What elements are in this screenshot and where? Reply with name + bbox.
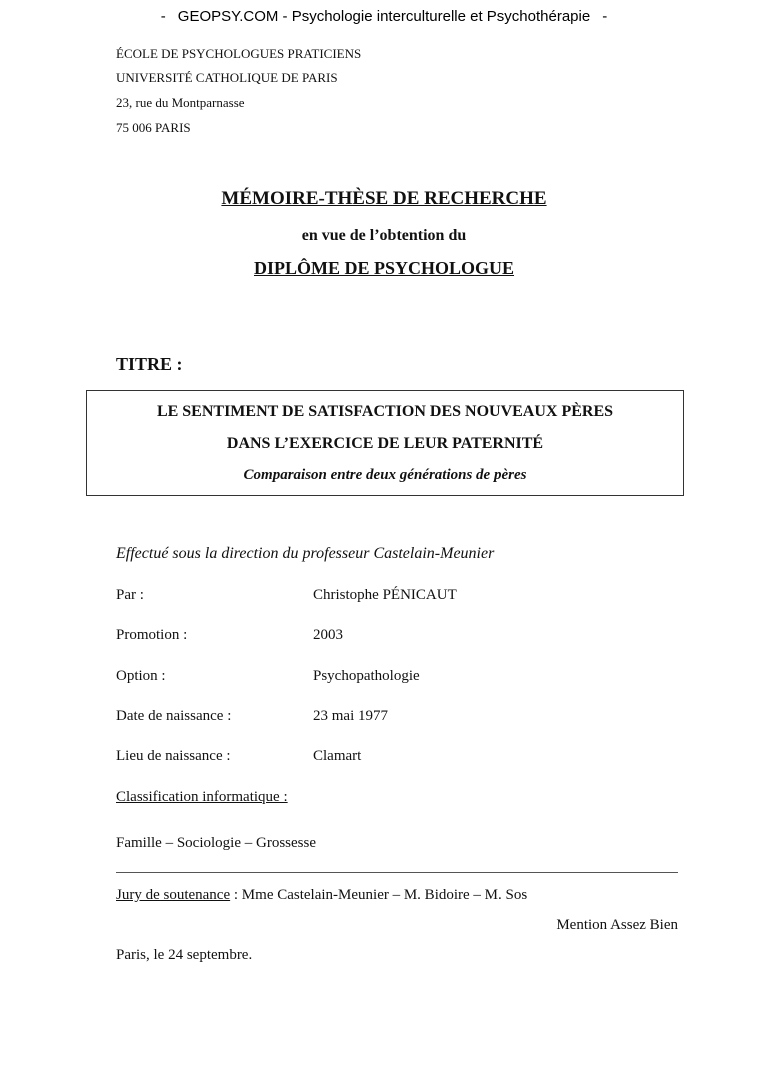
field-value-option: Psychopathologie bbox=[313, 668, 420, 684]
field-value-birthplace: Clamart bbox=[313, 748, 362, 764]
field-label-birthdate: Date de naissance : bbox=[116, 708, 232, 724]
institution-city: 75 006 PARIS bbox=[116, 120, 191, 135]
thesis-subtitle: Comparaison entre deux générations de pères bbox=[243, 467, 527, 483]
field-label-birthplace: Lieu de naissance : bbox=[116, 748, 231, 764]
field-value-promotion: 2003 bbox=[313, 627, 343, 643]
date-place: Paris, le 24 septembre. bbox=[116, 947, 253, 963]
classification-label: Classification informatique : bbox=[116, 789, 288, 805]
divider-line bbox=[116, 872, 678, 873]
field-label-promotion: Promotion : bbox=[116, 627, 188, 643]
thesis-title-line-2: DANS L’EXERCICE DE LEUR PATERNITÉ bbox=[226, 435, 544, 452]
titre-label: TITRE : bbox=[116, 354, 183, 374]
direction-note: Effectué sous la direction du professeur Castelain-Meunier bbox=[116, 545, 495, 562]
jury-label: Jury de soutenance bbox=[116, 887, 231, 903]
title-box bbox=[86, 390, 684, 496]
institution-address: 23, rue du Montparnasse bbox=[116, 95, 245, 110]
field-label-option: Option : bbox=[116, 668, 166, 684]
field-value-par: Christophe PÉNICAUT bbox=[313, 587, 457, 603]
diploma-title: DIPLÔME DE PSYCHOLOGUE bbox=[253, 258, 515, 278]
institution-line-2: UNIVERSITÉ CATHOLIQUE DE PARIS bbox=[116, 70, 338, 85]
memoire-subtitle: en vue de l’obtention du bbox=[301, 227, 467, 244]
page-header bbox=[0, 8, 768, 25]
jury-members: : Mme Castelain-Meunier – M. Bidoire – M. Sos bbox=[230, 887, 528, 903]
jury-line bbox=[116, 887, 527, 904]
classification-value: Famille – Sociologie – Grossesse bbox=[116, 835, 316, 851]
header-text: GEOPSY.COM - Psychologie interculturelle et Psychothérapie bbox=[177, 8, 591, 25]
mention: Mention Assez Bien bbox=[556, 917, 678, 933]
memoire-title: MÉMOIRE-THÈSE DE RECHERCHE bbox=[221, 188, 547, 209]
institution-line-1: ÉCOLE DE PSYCHOLOGUES PRATICIENS bbox=[116, 46, 362, 61]
header-dash-right: - bbox=[602, 8, 608, 25]
field-value-birthdate: 23 mai 1977 bbox=[313, 708, 388, 724]
header-dash-left: - bbox=[160, 8, 166, 25]
field-label-par: Par : bbox=[116, 587, 144, 603]
thesis-title-line-1: LE SENTIMENT DE SATISFACTION DES NOUVEAUX PÈRES bbox=[156, 403, 614, 420]
